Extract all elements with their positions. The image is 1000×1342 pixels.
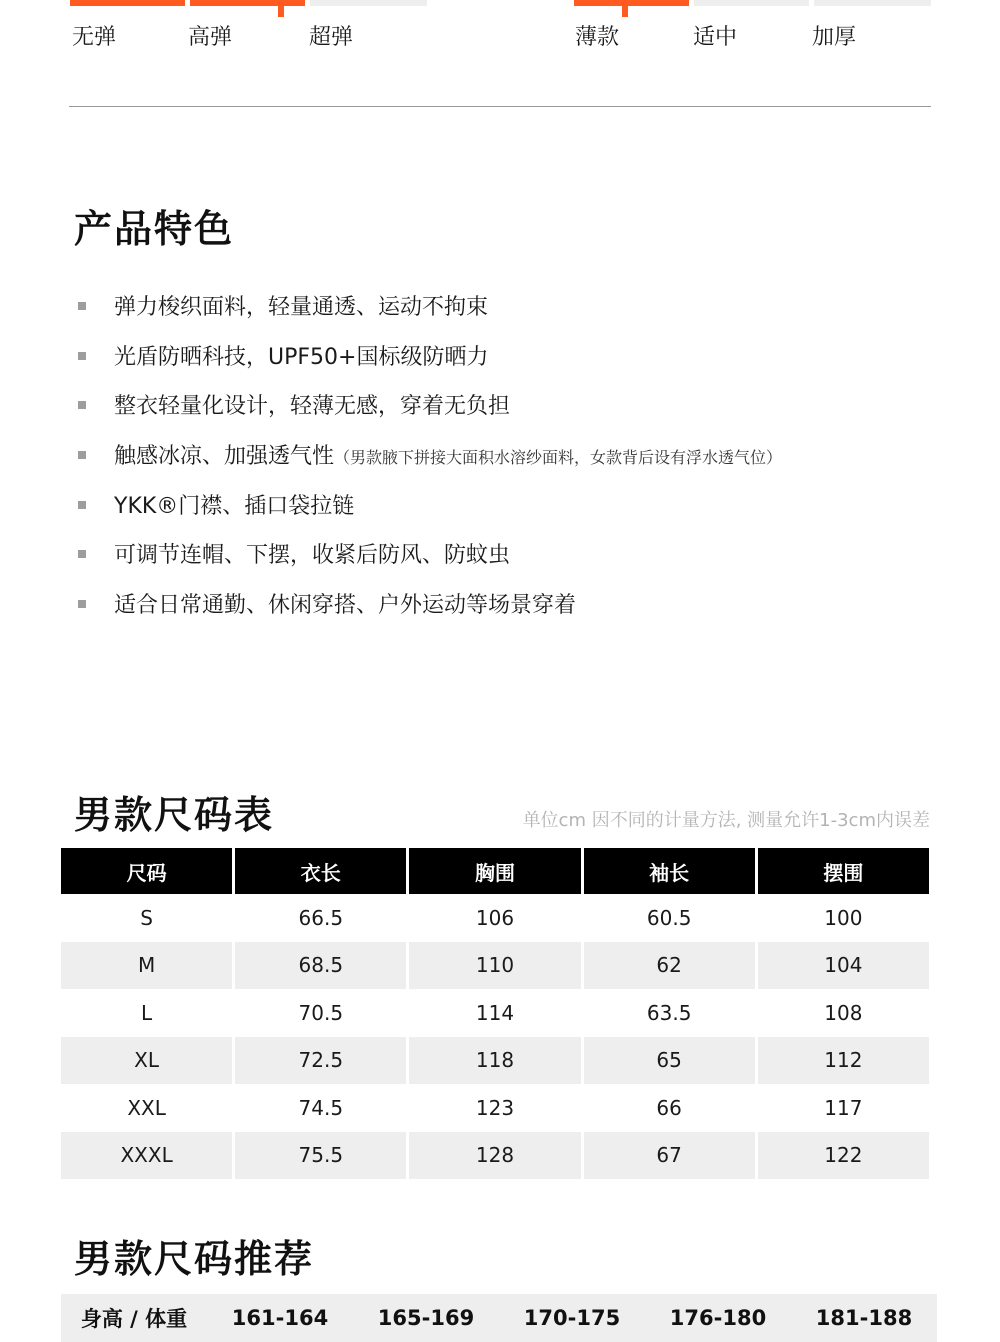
cell-length: 72.5 [235, 1037, 406, 1085]
scale-segment [814, 0, 931, 6]
feature-item [76, 485, 956, 535]
rec-header-range: 181-188 [791, 1294, 937, 1342]
bullet-square-icon [78, 451, 86, 459]
feature-text [114, 290, 488, 321]
feature-text [114, 588, 576, 619]
size-chart-header-row [61, 848, 929, 894]
feature-note: （男款腋下拼接大面积水溶纱面料，女款背后设有浮水透气位） [334, 448, 783, 468]
header-length: 衣长 [235, 848, 406, 894]
scale-segment [310, 0, 427, 6]
rec-header-height-weight: 身高 / 体重 [61, 1294, 207, 1342]
cell-hem: 104 [758, 942, 929, 990]
header-sleeve: 袖长 [584, 848, 755, 894]
cell-chest: 118 [409, 1037, 580, 1085]
cell-sleeve: 65 [584, 1037, 755, 1085]
cell-length: 70.5 [298, 1000, 344, 1025]
recommendation-title: 男款尺码推荐 [74, 1237, 315, 1281]
thickness-scale-fill [574, 0, 689, 6]
elasticity-label-none: 无弹 [72, 25, 117, 50]
thickness-label-thin: 薄款 [575, 25, 620, 50]
cell-sleeve: 60.5 [646, 905, 692, 930]
features-title: 产品特色 [74, 207, 235, 251]
feature-text [114, 439, 782, 470]
header-chest: 胸围 [409, 848, 580, 894]
section-divider [69, 106, 931, 107]
cell-length: 75.5 [235, 1132, 406, 1180]
thickness-label-thick: 加厚 [812, 25, 857, 50]
size-chart-note: 单位cm 因不同的计量方法, 测量允许1-3cm内误差 [522, 810, 930, 831]
size-chart-title: 男款尺码表 [74, 793, 275, 837]
feature-text [114, 389, 510, 420]
feature-text [114, 340, 488, 371]
cell-length: 74.5 [298, 1095, 344, 1120]
size-chart-table [58, 848, 932, 1179]
cell-hem: 108 [824, 1000, 863, 1025]
feature-main-text: 整衣轻量化设计，轻薄无感，穿着无负担 [114, 394, 511, 420]
header-hem: 摆围 [758, 848, 929, 894]
feature-item [76, 435, 956, 485]
bullet-square-icon [78, 401, 86, 409]
bullet-square-icon [78, 501, 86, 509]
cell-hem: 112 [758, 1037, 929, 1085]
feature-main-text: 光盾防晒科技，UPF50+国标级防晒力 [114, 344, 489, 370]
cell-size: XL [61, 1037, 232, 1085]
feature-main-text: 适合日常通勤、休闲穿搭、户外运动等场景穿着 [114, 593, 577, 619]
feature-main-text: 弹力梭织面料，轻量通透、运动不拘束 [114, 295, 489, 320]
feature-item [76, 286, 956, 336]
bullet-square-icon [78, 352, 86, 360]
feature-item [76, 385, 956, 435]
thickness-scale-marker [622, 0, 628, 17]
cell-sleeve: 62 [584, 942, 755, 990]
elasticity-scale-fill [190, 0, 305, 6]
cell-length: 68.5 [235, 942, 406, 990]
table-row [61, 1132, 929, 1180]
recommendation-table [61, 1294, 937, 1342]
bullet-square-icon [78, 302, 86, 310]
elasticity-scale-fill [70, 0, 185, 6]
cell-sleeve: 63.5 [646, 1000, 692, 1025]
rec-header-range: 176-180 [645, 1294, 791, 1342]
cell-size: M [61, 942, 232, 990]
feature-text [114, 538, 510, 569]
rec-header-range: 165-169 [353, 1294, 499, 1342]
feature-item [76, 534, 956, 584]
cell-chest: 128 [409, 1132, 580, 1180]
bullet-square-icon [78, 600, 86, 608]
rec-header-range: 161-164 [207, 1294, 353, 1342]
cell-length: 66.5 [298, 905, 344, 930]
cell-size: XXL [127, 1095, 166, 1120]
cell-chest: 123 [475, 1095, 515, 1120]
cell-chest: 106 [475, 905, 515, 930]
scale-segment [694, 0, 809, 6]
cell-sleeve: 67 [584, 1132, 755, 1180]
feature-main-text: 触感冰凉、加强透气性 [114, 444, 335, 470]
recommendation-header-row [61, 1294, 937, 1342]
bullet-square-icon [78, 550, 86, 558]
elasticity-scale-track [70, 0, 427, 6]
elasticity-label-high: 高弹 [188, 25, 233, 50]
elasticity-scale-marker [278, 0, 284, 17]
rec-header-range: 170-175 [499, 1294, 645, 1342]
cell-chest: 114 [475, 1000, 515, 1025]
cell-hem: 122 [758, 1132, 929, 1180]
table-row [61, 942, 929, 990]
feature-main-text: 可调节连帽、下摆，收紧后防风、防蚊虫 [114, 543, 511, 569]
feature-list [76, 286, 956, 634]
table-row [61, 1037, 929, 1085]
table-row [61, 894, 929, 942]
table-row [61, 1084, 929, 1132]
thickness-scale-track [574, 0, 931, 6]
feature-text [114, 489, 354, 520]
header-size: 尺码 [61, 848, 232, 894]
table-row [61, 989, 929, 1037]
feature-item [76, 584, 956, 634]
cell-size: L [141, 1000, 153, 1025]
elasticity-label-super: 超弹 [309, 25, 354, 50]
thickness-label-medium: 适中 [693, 25, 738, 50]
feature-main-text: YKK®门襟、插口袋拉链 [114, 493, 355, 519]
cell-hem: 100 [824, 905, 863, 930]
cell-sleeve: 66 [656, 1095, 682, 1120]
cell-size: XXXL [61, 1132, 232, 1180]
cell-size: S [140, 905, 153, 930]
cell-hem: 117 [824, 1095, 863, 1120]
cell-chest: 110 [409, 942, 580, 990]
feature-item [76, 336, 956, 386]
